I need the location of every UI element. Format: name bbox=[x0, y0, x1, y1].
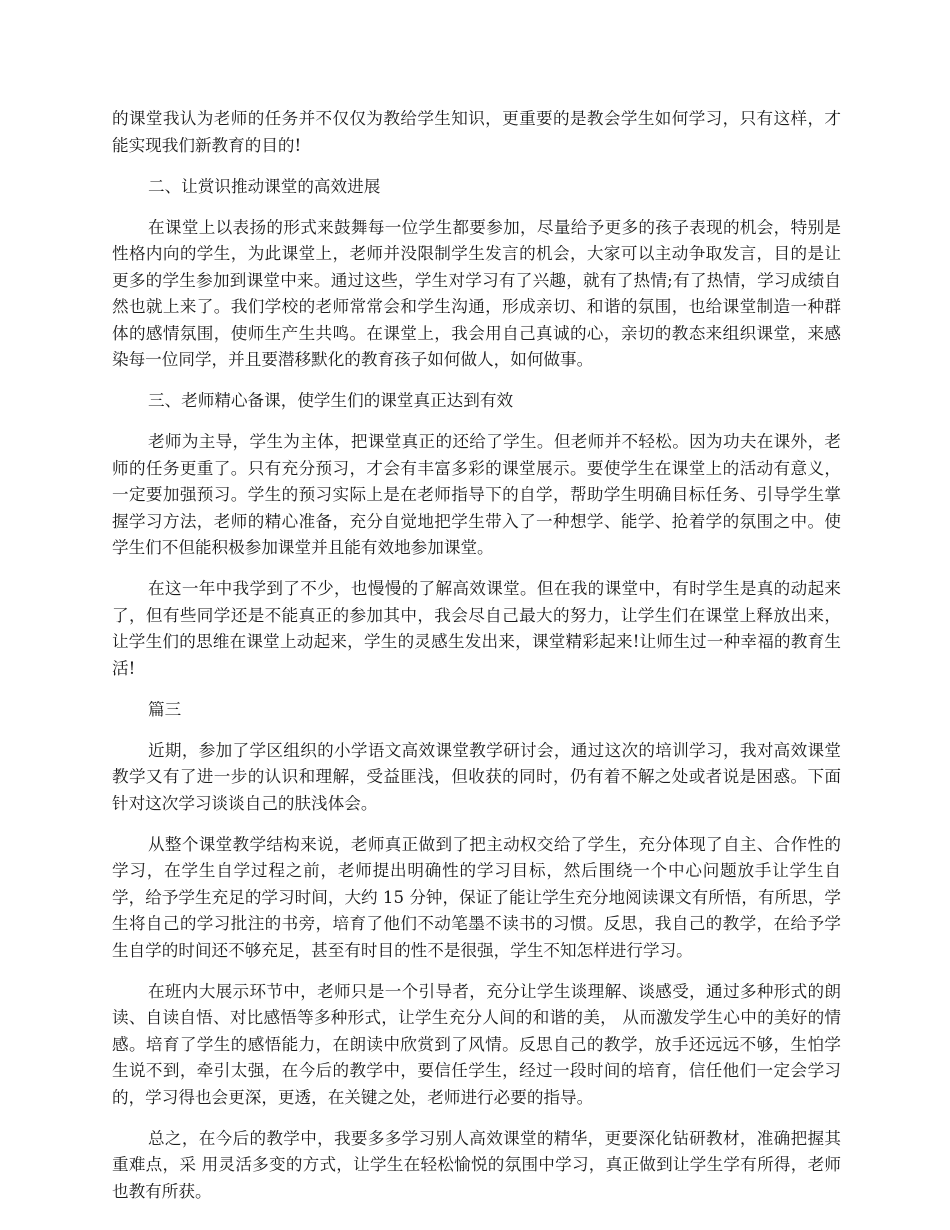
paragraph: 在班内大展示环节中，老师只是一个引导者，充分让学生谈理解、谈感受，通过多种形式的朗读、自读自悟、对比感悟等多种形式，让学生充分人间的和谐的美， 从而激发学生心中的美好的情感。培育了学生的感悟能力，在朗读中欣赏到了风情。反思自己的教学，放手还远远不够，生怕学生说不到，牵引太强，在今后的教学中，要信任学生，经过一段时间的培育，信任他们一定会学习的，学习得也会更深，更透，在关键之处，老师进行必要的指导。 bbox=[112, 981, 841, 1107]
paragraph: 在这一年中我学到了不少，也慢慢的了解高效课堂。但在我的课堂中，有时学生是真的动起来了，但有些同学还是不能真正的参加其中，我会尽自己最大的努力，让学生们在课堂上释放出来，让学生们的思维在课堂上动起来，学生的灵感生发出来，课堂精彩起来!让师生过一种幸福的教育生活! bbox=[112, 579, 841, 678]
section-heading-3: 三、老师精心备课，使学生们的课堂真正达到有效 bbox=[148, 391, 514, 410]
document-body bbox=[112, 106, 841, 1220]
paragraph: 老师为主导，学生为主体，把课堂真正的还给了学生。但老师并不轻松。因为功夫在课外，老师的任务更重了。只有充分预习，才会有丰富多彩的课堂展示。要使学生在课堂上的活动有意义，一定要加强预习。学生的预习实际上是在老师指导下的自学，帮助学生明确目标任务、引导学生掌握学习方法，老师的精心准备，充分自觉地把学生带入了一种想学、能学、抢着学的氛围之中。使学生们不但能积极参加课堂并且能有效地参加课堂。 bbox=[112, 432, 841, 557]
paragraph: 总之，在今后的教学中，我要多多学习别人高效课堂的精华，更要深化钻研教材，准确把握其重难点，采 用灵活多变的方式，让学生在轻松愉悦的氛围中学习，真正做到让学生学有所得，老师也教有所获。 bbox=[112, 1128, 841, 1201]
chapter-heading: 篇三 bbox=[148, 699, 182, 719]
paragraph-continuation: 的课堂我认为老师的任务并不仅仅为教给学生知识，更重要的是教会学生如何学习，只有这样，才能实现我们新教育的目的! bbox=[112, 109, 841, 155]
paragraph: 从整个课堂教学结构来说，老师真正做到了把主动权交给了学生，充分体现了自主、合作性的学习，在学生自学过程之前，老师提出明确性的学习目标，然后围绕一个中心问题放手让学生自学，给予学生充足的学习时间，大约 15 分钟，保证了能让学生充分地阅读课文有所悟，有所思，学生将自己的学习批注的书旁，培育了他们不动笔墨不读书的习惯。反思，我自己的教学，在给予学生自学的时间还不够充足，甚至有时目的性不是很强，学生不知怎样进行学习。 bbox=[112, 834, 841, 960]
section-heading-2: 二、让赏识推动课堂的高效进展 bbox=[148, 176, 381, 196]
paragraph: 近期，参加了学区组织的小学语文高效课堂教学研讨会，通过这次的培训学习，我对高效课堂教学又有了进一步的认识和理解，受益匪浅，但收获的同时，仍有着不解之处或者说是困惑。下面针对这次学习谈谈自己的肤浅体会。 bbox=[112, 740, 841, 813]
paragraph: 在课堂上以表扬的形式来鼓舞每一位学生都要参加，尽量给予更多的孩子表现的机会，特别是性格内向的学生，为此课堂上，老师并没限制学生发言的机会，大家可以主动争取发言，目的是让更多的学生参加到课堂中来。通过这些，学生对学习有了兴趣，就有了热情;有了热情，学习成绩自然也就上来了。我们学校的老师常常会和学生沟通，形成亲切、和谐的氛围，也给课堂制造一种群体的感情氛围，使师生产生共鸣。在课堂上，我会用自己真诚的心，亲切的教态来组织课堂，来感染每一位同学，并且要潜移默化的教育孩子如何做人，如何做事。 bbox=[112, 217, 841, 369]
